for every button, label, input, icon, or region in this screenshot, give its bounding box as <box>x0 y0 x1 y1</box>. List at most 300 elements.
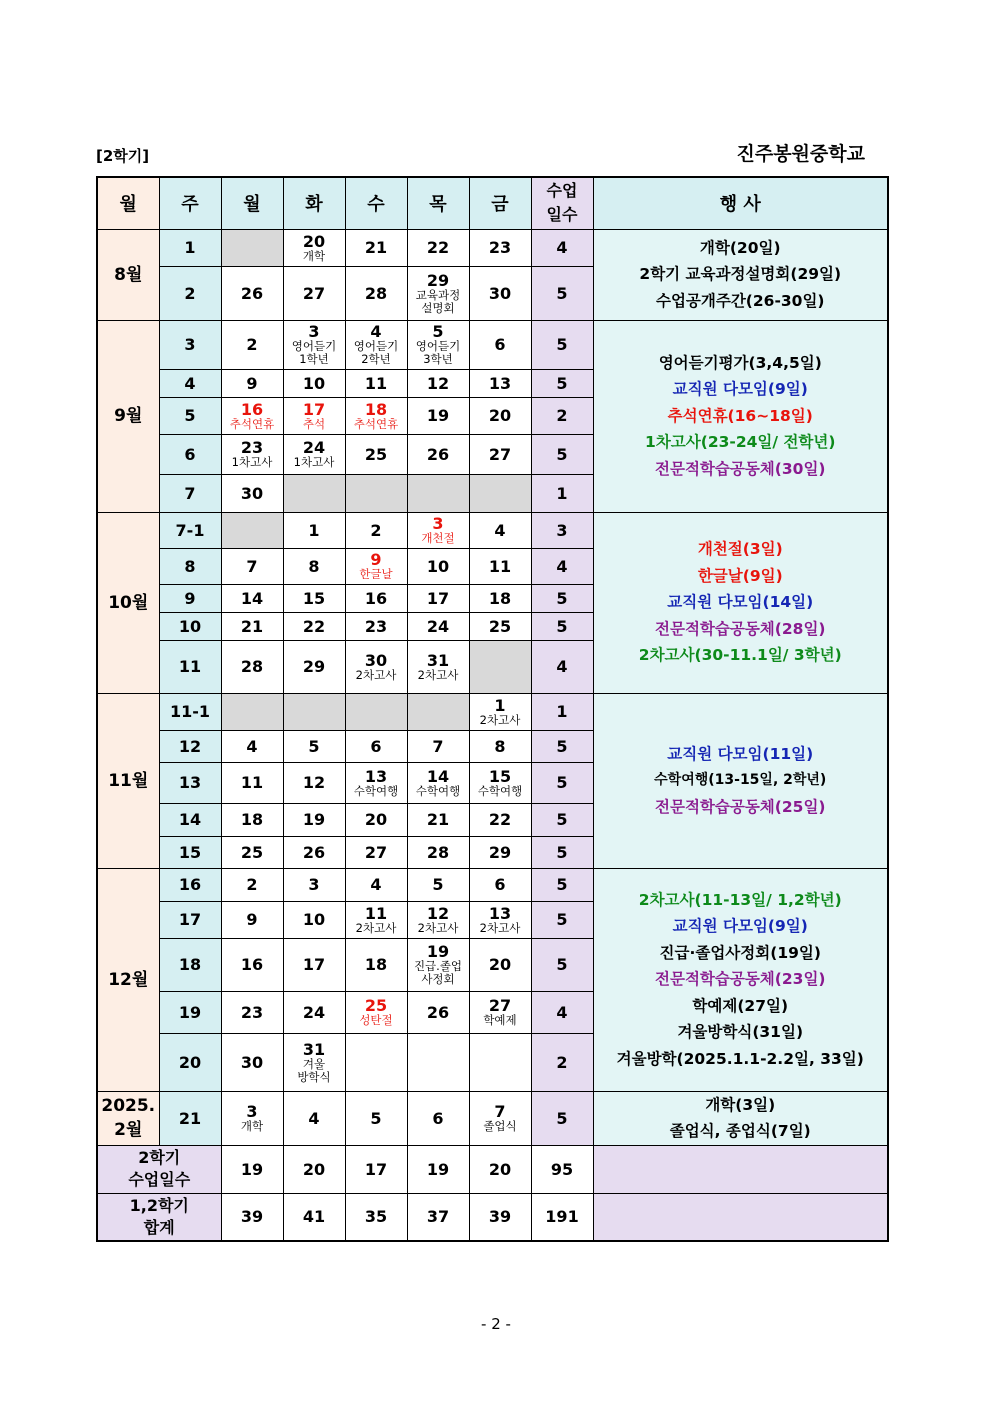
date-number: 1 <box>308 520 320 540</box>
events-cell <box>593 512 888 693</box>
date-note: 수학여행 <box>477 783 523 798</box>
date-cell-wed <box>345 991 407 1033</box>
date-cell-fri <box>469 612 531 640</box>
date-number: 19 <box>426 406 450 425</box>
date-cell-wed <box>345 584 407 612</box>
event-item: 겨울방학식(31일) <box>677 1023 804 1042</box>
week-row <box>97 229 888 266</box>
class-days-count: 5 <box>531 836 593 868</box>
week-number: 4 <box>159 369 221 397</box>
date-note: 교육과정 설명회 <box>415 287 461 315</box>
date-cell-wed <box>345 901 407 938</box>
month-cell: 11월 <box>97 693 159 868</box>
summary-row <box>97 1193 888 1241</box>
date-cell-mon <box>221 434 283 474</box>
date-cell-fri <box>469 836 531 868</box>
summary-value: 37 <box>407 1193 469 1241</box>
event-item: 교직원 다모임(11일) <box>667 744 814 763</box>
date-number: 18 <box>364 955 388 974</box>
class-days-count: 5 <box>531 901 593 938</box>
event-item: 수업공개주간(26-30일) <box>655 291 825 310</box>
week-number: 19 <box>159 991 221 1033</box>
month-cell: 10월 <box>97 512 159 693</box>
date-cell-mon <box>221 397 283 434</box>
date-number: 18 <box>364 399 388 419</box>
summary-events <box>593 1193 888 1241</box>
week-number: 10 <box>159 612 221 640</box>
date-cell-wed <box>345 693 407 730</box>
date-number: 8 <box>494 736 506 756</box>
event-item: 교직원 다모임(14일) <box>667 593 814 612</box>
date-number: 7 <box>432 736 444 756</box>
week-number: 21 <box>159 1091 221 1145</box>
event-item: 학예제(27일) <box>692 996 789 1015</box>
date-cell-mon <box>221 762 283 803</box>
summary-value: 20 <box>469 1145 531 1193</box>
week-number: 6 <box>159 434 221 474</box>
date-cell-tue <box>283 901 345 938</box>
date-number: 25 <box>364 444 388 464</box>
date-number: 7 <box>246 556 258 576</box>
date-cell-mon <box>221 474 283 512</box>
date-note: 성탄절 <box>359 1013 393 1027</box>
date-cell-thu <box>407 229 469 266</box>
date-number: 13 <box>488 903 512 923</box>
summary-value: 41 <box>283 1193 345 1241</box>
week-number: 3 <box>159 320 221 369</box>
week-number: 12 <box>159 730 221 762</box>
date-cell-thu <box>407 512 469 548</box>
event-item: 개학(20일) <box>699 238 781 257</box>
date-number: 26 <box>426 1002 450 1022</box>
date-cell-tue <box>283 369 345 397</box>
event-item: 한글날(9일) <box>697 566 783 585</box>
date-number: 11 <box>240 773 264 792</box>
date-number: 5 <box>370 1108 382 1128</box>
date-cell-fri <box>469 730 531 762</box>
event-item: 1차고사(23-24일/ 전학년) <box>645 433 836 452</box>
event-item: 진급·졸업사정회(19일) <box>659 943 821 962</box>
date-cell-thu <box>407 266 469 320</box>
events-cell <box>593 320 888 512</box>
week-number: 15 <box>159 836 221 868</box>
date-number: 18 <box>240 810 264 829</box>
date-number: 31 <box>426 650 450 670</box>
date-cell-thu <box>407 1033 469 1091</box>
class-days-count: 4 <box>531 640 593 693</box>
date-number: 12 <box>426 373 450 393</box>
date-number: 16 <box>240 399 264 419</box>
date-cell-thu <box>407 474 469 512</box>
date-number: 4 <box>370 322 382 341</box>
date-number: 30 <box>488 283 512 303</box>
date-number: 6 <box>432 1108 444 1128</box>
date-number: 30 <box>240 483 264 503</box>
date-cell-tue <box>283 584 345 612</box>
date-cell-mon <box>221 369 283 397</box>
date-number: 21 <box>426 810 450 829</box>
week-number: 2 <box>159 266 221 320</box>
date-cell-thu <box>407 640 469 693</box>
date-number: 5 <box>308 736 320 756</box>
date-cell-tue <box>283 730 345 762</box>
date-number: 27 <box>302 283 326 303</box>
date-number: 25 <box>364 996 388 1015</box>
event-item: 2학기 교육과정설명회(29일) <box>639 265 842 284</box>
date-number: 10 <box>426 556 450 576</box>
date-number: 27 <box>488 996 512 1015</box>
date-cell-mon <box>221 229 283 266</box>
date-cell-thu <box>407 584 469 612</box>
date-cell-mon <box>221 548 283 584</box>
week-number: 11-1 <box>159 693 221 730</box>
date-cell-fri <box>469 548 531 584</box>
date-note: 1차고사 <box>293 455 335 469</box>
date-cell-fri <box>469 584 531 612</box>
summary-value: 191 <box>531 1193 593 1241</box>
class-days-count: 5 <box>531 938 593 991</box>
date-cell-fri <box>469 229 531 266</box>
date-cell-fri <box>469 320 531 369</box>
week-row <box>97 1091 888 1145</box>
header-fri: 금 <box>469 177 531 229</box>
week-number: 7-1 <box>159 512 221 548</box>
date-cell-fri <box>469 762 531 803</box>
date-note: 졸업식 <box>483 1119 517 1133</box>
date-number: 20 <box>302 231 326 251</box>
date-note: 추석연휴 <box>353 416 399 431</box>
date-cell-mon <box>221 730 283 762</box>
date-note: 2차고사 <box>479 712 521 727</box>
week-row <box>97 868 888 901</box>
date-number: 20 <box>364 810 388 829</box>
date-note: 2차고사 <box>417 920 459 935</box>
header-mon: 월 <box>221 177 283 229</box>
date-cell-wed <box>345 397 407 434</box>
event-item: 개천절(3일) <box>697 540 783 559</box>
header-class-days: 수업 일수 <box>531 177 593 229</box>
date-cell-wed <box>345 1033 407 1091</box>
week-row <box>97 320 888 369</box>
date-cell-mon <box>221 320 283 369</box>
school-name: 진주봉원중학교 <box>736 143 865 165</box>
date-number: 3 <box>308 875 320 894</box>
date-number: 5 <box>432 875 444 894</box>
date-number: 6 <box>370 736 382 756</box>
date-cell-wed <box>345 938 407 991</box>
date-cell-thu <box>407 991 469 1033</box>
week-row <box>97 512 888 548</box>
academic-calendar-table <box>96 176 889 1242</box>
date-cell-thu <box>407 938 469 991</box>
date-cell-mon <box>221 512 283 548</box>
date-cell-fri <box>469 266 531 320</box>
week-row <box>97 693 888 730</box>
date-note: 개천절 <box>421 531 455 545</box>
date-cell-wed <box>345 320 407 369</box>
date-cell-wed <box>345 434 407 474</box>
date-number: 21 <box>364 238 388 257</box>
date-cell-tue <box>283 548 345 584</box>
summary-events <box>593 1145 888 1193</box>
event-item: 수학여행(13-15일, 2학년) <box>654 772 827 789</box>
date-number: 4 <box>370 875 382 894</box>
date-note: 2차고사 <box>479 920 521 935</box>
week-number: 11 <box>159 640 221 693</box>
date-number: 5 <box>432 322 444 341</box>
class-days-count: 5 <box>531 584 593 612</box>
date-cell-thu <box>407 1091 469 1145</box>
date-cell-tue <box>283 693 345 730</box>
date-number: 11 <box>364 903 388 923</box>
date-number: 12 <box>302 773 326 792</box>
date-cell-tue <box>283 320 345 369</box>
date-cell-mon <box>221 266 283 320</box>
summary-row <box>97 1145 888 1193</box>
date-number: 2 <box>246 335 258 354</box>
date-cell-tue <box>283 512 345 548</box>
summary-value: 39 <box>469 1193 531 1241</box>
date-cell-tue <box>283 229 345 266</box>
events-cell <box>593 693 888 868</box>
date-cell-wed <box>345 762 407 803</box>
date-cell-tue <box>283 474 345 512</box>
class-days-count: 5 <box>531 803 593 836</box>
date-number: 6 <box>494 875 506 894</box>
date-cell-wed <box>345 369 407 397</box>
date-cell-fri <box>469 640 531 693</box>
date-number: 20 <box>488 955 512 974</box>
date-cell-thu <box>407 868 469 901</box>
date-number: 24 <box>426 616 450 636</box>
header-wed: 수 <box>345 177 407 229</box>
date-number: 10 <box>302 373 326 393</box>
date-number: 11 <box>488 556 512 576</box>
date-number: 29 <box>302 657 326 676</box>
date-number: 15 <box>488 766 512 786</box>
date-number: 4 <box>494 520 506 540</box>
class-days-count: 4 <box>531 229 593 266</box>
summary-value: 95 <box>531 1145 593 1193</box>
date-cell-tue <box>283 397 345 434</box>
date-cell-mon <box>221 584 283 612</box>
date-note: 1차고사 <box>231 455 273 469</box>
header-thu: 목 <box>407 177 469 229</box>
date-cell-thu <box>407 803 469 836</box>
date-note: 추석연휴 <box>229 416 275 431</box>
week-number: 5 <box>159 397 221 434</box>
date-cell-wed <box>345 229 407 266</box>
date-cell-tue <box>283 266 345 320</box>
date-number: 1 <box>494 695 506 715</box>
date-cell-mon <box>221 803 283 836</box>
header-events: 행 사 <box>593 177 888 229</box>
month-cell: 12월 <box>97 868 159 1091</box>
date-number: 18 <box>488 588 512 608</box>
date-number: 17 <box>302 955 326 974</box>
summary-value: 35 <box>345 1193 407 1241</box>
date-cell-thu <box>407 434 469 474</box>
date-cell-thu <box>407 369 469 397</box>
date-cell-fri <box>469 901 531 938</box>
date-cell-wed <box>345 612 407 640</box>
month-cell: 2025. 2월 <box>97 1091 159 1145</box>
date-number: 24 <box>302 438 326 457</box>
date-cell-mon <box>221 1091 283 1145</box>
date-note: 영어듣기 1학년 <box>291 339 337 366</box>
date-cell-thu <box>407 548 469 584</box>
date-number: 17 <box>426 588 450 608</box>
date-number: 20 <box>488 406 512 425</box>
summary-value: 17 <box>345 1145 407 1193</box>
event-item: 교직원 다모임(9일) <box>672 917 808 936</box>
date-cell-wed <box>345 836 407 868</box>
date-cell-tue <box>283 836 345 868</box>
date-number: 22 <box>426 238 450 257</box>
class-days-count: 5 <box>531 762 593 803</box>
date-cell-fri <box>469 1033 531 1091</box>
date-cell-tue <box>283 938 345 991</box>
event-item: 교직원 다모임(9일) <box>672 380 808 399</box>
date-cell-tue <box>283 1091 345 1145</box>
event-item: 2차고사(30-11.1일/ 3학년) <box>638 646 842 665</box>
date-number: 23 <box>364 616 388 636</box>
events-cell <box>593 1091 888 1145</box>
date-number: 28 <box>364 283 388 303</box>
week-number: 1 <box>159 229 221 266</box>
date-number: 12 <box>426 903 450 923</box>
date-cell-mon <box>221 693 283 730</box>
date-cell-fri <box>469 1091 531 1145</box>
date-number: 11 <box>364 373 388 393</box>
class-days-count: 1 <box>531 474 593 512</box>
date-cell-thu <box>407 836 469 868</box>
date-cell-mon <box>221 836 283 868</box>
date-cell-wed <box>345 868 407 901</box>
date-number: 23 <box>240 1002 264 1022</box>
date-number: 26 <box>240 283 264 303</box>
date-number: 24 <box>302 1002 326 1022</box>
date-number: 13 <box>364 766 388 786</box>
date-cell-thu <box>407 901 469 938</box>
date-note: 영어듣기 2학년 <box>353 339 399 366</box>
date-note: 한글날 <box>359 567 393 581</box>
date-number: 22 <box>488 810 512 829</box>
date-cell-fri <box>469 693 531 730</box>
date-cell-mon <box>221 640 283 693</box>
class-days-count: 5 <box>531 320 593 369</box>
date-number: 28 <box>426 842 450 862</box>
summary-value: 20 <box>283 1145 345 1193</box>
class-days-count: 4 <box>531 991 593 1033</box>
date-number: 13 <box>488 373 512 393</box>
date-number: 26 <box>426 444 450 464</box>
date-cell-wed <box>345 548 407 584</box>
date-cell-wed <box>345 1091 407 1145</box>
event-item: 겨울방학(2025.1.1-2.2일, 33일) <box>616 1049 864 1068</box>
date-cell-wed <box>345 266 407 320</box>
date-number: 9 <box>246 910 258 929</box>
week-number: 14 <box>159 803 221 836</box>
summary-value: 39 <box>221 1193 283 1241</box>
date-number: 2 <box>370 520 382 540</box>
date-number: 27 <box>488 444 512 464</box>
date-cell-tue <box>283 991 345 1033</box>
date-note: 진급.졸업 사정회 <box>413 959 463 986</box>
date-cell-thu <box>407 612 469 640</box>
date-cell-thu <box>407 320 469 369</box>
date-note: 2차고사 <box>417 667 459 682</box>
date-cell-mon <box>221 612 283 640</box>
events-cell <box>593 229 888 320</box>
date-number: 3 <box>432 514 444 533</box>
date-number: 4 <box>246 736 258 756</box>
date-cell-mon <box>221 938 283 991</box>
date-number: 19 <box>302 810 326 829</box>
date-cell-mon <box>221 991 283 1033</box>
week-number: 17 <box>159 901 221 938</box>
date-number: 9 <box>370 550 382 569</box>
week-number: 9 <box>159 584 221 612</box>
class-days-count: 2 <box>531 397 593 434</box>
event-item: 2차고사(11-13일/ 1,2학년) <box>638 890 842 909</box>
date-number: 2 <box>246 875 258 894</box>
date-cell-tue <box>283 434 345 474</box>
class-days-count: 5 <box>531 868 593 901</box>
summary-value: 19 <box>407 1145 469 1193</box>
date-number: 31 <box>302 1039 326 1059</box>
date-number: 30 <box>240 1052 264 1072</box>
date-cell-tue <box>283 803 345 836</box>
week-number: 20 <box>159 1033 221 1091</box>
date-cell-mon <box>221 1033 283 1091</box>
date-number: 26 <box>302 842 326 862</box>
class-days-count: 5 <box>531 1091 593 1145</box>
date-cell-fri <box>469 868 531 901</box>
week-number: 18 <box>159 938 221 991</box>
date-cell-tue <box>283 640 345 693</box>
event-item: 전문적학습공동체(25일) <box>655 797 826 816</box>
event-item: 졸업식, 종업식(7일) <box>669 1122 811 1140</box>
date-number: 30 <box>364 650 388 670</box>
date-cell-fri <box>469 803 531 836</box>
header-tue: 화 <box>283 177 345 229</box>
week-number: 8 <box>159 548 221 584</box>
date-cell-thu <box>407 693 469 730</box>
month-cell: 8월 <box>97 229 159 320</box>
date-note: 추석 <box>302 416 326 431</box>
date-cell-fri <box>469 434 531 474</box>
date-cell-tue <box>283 762 345 803</box>
date-number: 3 <box>308 322 320 341</box>
date-cell-mon <box>221 901 283 938</box>
date-number: 23 <box>240 438 264 457</box>
date-number: 4 <box>308 1108 320 1128</box>
date-number: 3 <box>246 1102 258 1121</box>
class-days-count: 5 <box>531 434 593 474</box>
class-days-count: 3 <box>531 512 593 548</box>
date-note: 2차고사 <box>355 920 397 935</box>
date-number: 28 <box>240 657 264 676</box>
date-cell-fri <box>469 397 531 434</box>
date-note: 2차고사 <box>355 667 397 682</box>
date-number: 25 <box>240 842 264 862</box>
date-number: 6 <box>494 335 506 354</box>
date-cell-wed <box>345 730 407 762</box>
date-number: 29 <box>426 270 450 290</box>
date-cell-fri <box>469 474 531 512</box>
class-days-count: 2 <box>531 1033 593 1091</box>
